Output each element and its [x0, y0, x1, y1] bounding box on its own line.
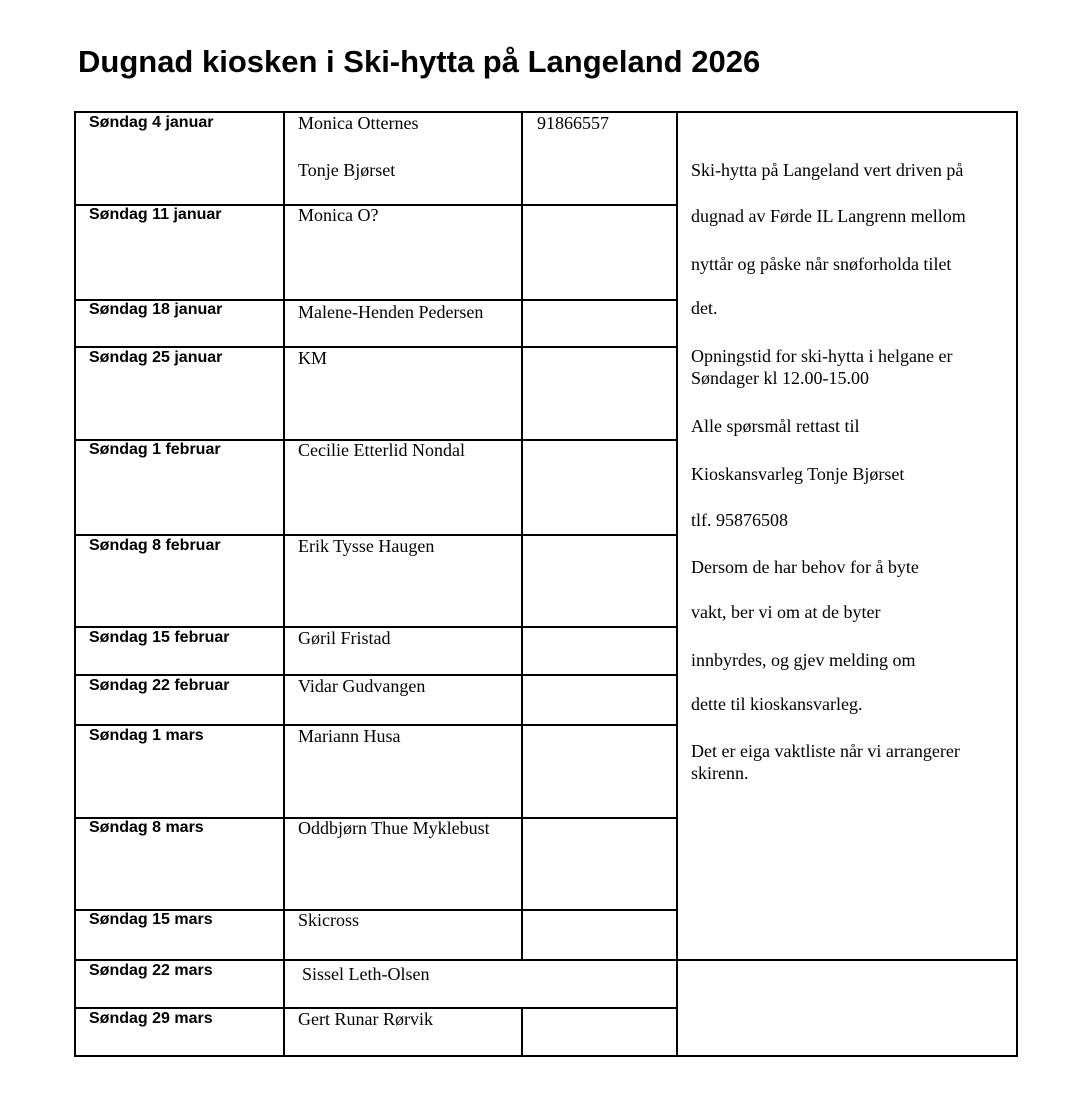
- contact-name-text: Kioskansvarleg Tonje Bjørset: [691, 464, 905, 484]
- table-row-date: Søndag 25 januar: [89, 349, 223, 366]
- table-row-date: Søndag 1 mars: [89, 727, 204, 744]
- info-text: nyttår og påske når snøforholda tilet: [691, 254, 952, 274]
- table-row-date: Søndag 11 januar: [89, 206, 222, 223]
- info-text: Det er eiga vaktliste når vi arrangerer skirenn.: [691, 741, 960, 783]
- table-row-name: Cecilie Etterlid Nondal: [298, 440, 465, 460]
- info-text: vakt, ber vi om at de byter: [691, 602, 881, 622]
- info-text: Alle spørsmål rettast til: [691, 416, 860, 436]
- table-row-date: Søndag 15 mars: [89, 911, 213, 928]
- table-row-name: Gøril Fristad: [298, 628, 391, 648]
- contact-phone-text: tlf. 95876508: [691, 510, 788, 530]
- info-text: det.: [691, 298, 718, 318]
- table-row-name: Sissel Leth-Olsen: [302, 964, 430, 984]
- table-row-date: Søndag 8 februar: [89, 537, 221, 554]
- table-row-name: Vidar Gudvangen: [298, 676, 426, 696]
- table-row-date: Søndag 29 mars: [89, 1010, 213, 1027]
- table-row-name: Erik Tysse Haugen: [298, 536, 435, 556]
- info-text: Ski-hytta på Langeland vert driven på: [691, 160, 964, 180]
- table-row-date: Søndag 22 februar: [89, 677, 230, 694]
- table-row-date: Søndag 1 februar: [89, 441, 221, 458]
- table-row-name: Oddbjørn Thue Myklebust: [298, 818, 490, 838]
- table-row-phone: 91866557: [537, 113, 609, 133]
- table-row-name: Skicross: [298, 910, 360, 930]
- opening-hours-text: Opningstid for ski-hytta i helgane er Søndager kl 12.00-15.00: [691, 346, 953, 388]
- table-row-date: Søndag 18 januar: [89, 301, 223, 318]
- info-text: innbyrdes, og gjev melding om: [691, 650, 916, 670]
- table-row-name: Monica O?: [298, 205, 379, 225]
- table-row-date: Søndag 15 februar: [89, 629, 230, 646]
- table-row-name: Monica Otternes: [298, 113, 419, 133]
- table-row-name: Gert Runar Rørvik: [298, 1009, 433, 1029]
- table-row-date: Søndag 4 januar: [89, 114, 214, 131]
- info-text: dugnad av Førde IL Langrenn mellom: [691, 206, 966, 226]
- table-row-name-secondary: Tonje Bjørset: [298, 160, 396, 180]
- info-text: Dersom de har behov for å byte: [691, 557, 919, 577]
- page-title: Dugnad kiosken i Ski-hytta på Langeland 2026: [78, 44, 761, 79]
- info-text: dette til kioskansvarleg.: [691, 694, 863, 714]
- table-row-name: KM: [298, 348, 328, 368]
- table-row-date: Søndag 22 mars: [89, 962, 213, 979]
- table-row-name: Mariann Husa: [298, 726, 401, 746]
- table-row-name: Malene-Henden Pedersen: [298, 302, 484, 322]
- table-row-date: Søndag 8 mars: [89, 819, 204, 836]
